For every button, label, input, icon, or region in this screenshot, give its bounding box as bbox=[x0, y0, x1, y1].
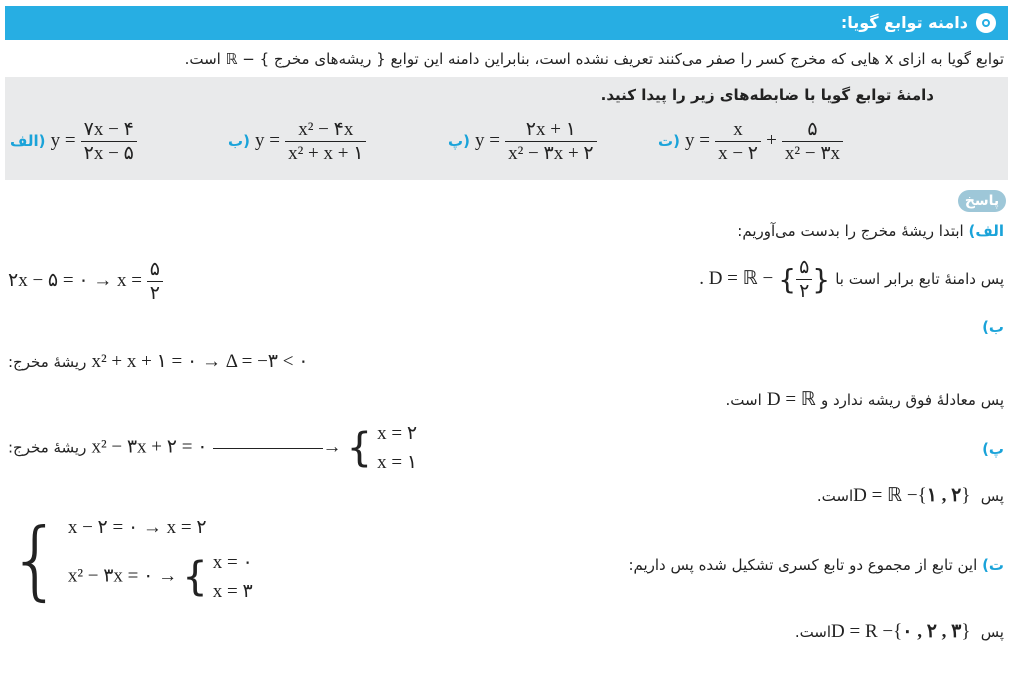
answer-a-equation bbox=[8, 258, 163, 305]
brace-open: { bbox=[8, 509, 63, 610]
intro-text: توابع گویا به ازای x هایی که مخرج کسر را صفر می‌کنند تعریف نشده است، بنابراین دامنه این توابع { ریشه‌های مخرج } − ℝ است. bbox=[184, 50, 1004, 68]
equation-2: x² − ۳x = ۰ → bbox=[67, 565, 178, 587]
answer-p-domain: پس D = ℝ −{۱ , ۲} است. bbox=[816, 485, 1004, 506]
equation: x² − ۳x + ۲ = ۰ bbox=[91, 436, 208, 458]
item-label: الف) bbox=[10, 132, 46, 150]
denominator: x − ۲ bbox=[718, 142, 759, 164]
fraction bbox=[715, 119, 761, 165]
domain-set: ۰ , ۲ , ۳ bbox=[902, 621, 962, 642]
root-2: x = ۳ bbox=[212, 581, 253, 602]
exercise-item-b bbox=[228, 118, 366, 165]
answer-p-equation bbox=[8, 422, 417, 474]
denominator: x² − ۳x bbox=[784, 143, 841, 164]
answer-b-conclusion bbox=[726, 388, 1004, 411]
denominator: ۲ bbox=[149, 283, 160, 304]
conclusion-post: است. bbox=[725, 391, 762, 409]
numerator: ۵ bbox=[796, 256, 812, 280]
answer-badge: پاسخ bbox=[958, 190, 1006, 212]
domain-pre: پس bbox=[980, 623, 1004, 641]
exercise-item-t bbox=[658, 118, 843, 165]
answer-t-intro bbox=[628, 556, 1004, 574]
domain-math: D = ℝ bbox=[766, 389, 816, 410]
domain-set: ۱ , ۲ bbox=[926, 485, 962, 506]
root-label: ریشهٔ مخرج: bbox=[8, 438, 87, 457]
equation-2-row bbox=[68, 551, 253, 603]
fraction bbox=[505, 118, 597, 165]
conclusion-text: پس معادلهٔ فوق ریشه ندارد و bbox=[820, 391, 1004, 409]
denominator: x² + x + ۱ bbox=[288, 143, 364, 164]
answer-t-domain: پس D = R −{۰ , ۲ , ۳} است. bbox=[794, 621, 1004, 642]
section-header bbox=[5, 6, 1008, 40]
domain-post: است. bbox=[816, 487, 854, 505]
domain-post: است. bbox=[794, 623, 832, 641]
fraction bbox=[147, 258, 163, 305]
answer-t-system bbox=[8, 509, 253, 610]
part-label-b: ب) bbox=[982, 318, 1004, 336]
answer-a-intro bbox=[737, 222, 1004, 240]
exercise-item-p bbox=[448, 118, 597, 165]
domain-math: . D = ℝ − bbox=[699, 268, 774, 289]
part-text: ابتدا ریشهٔ مخرج را بدست می‌آوریم: bbox=[737, 222, 964, 240]
fraction bbox=[285, 118, 366, 165]
item-lhs: y = bbox=[50, 130, 76, 151]
item-label: ت) bbox=[658, 132, 680, 150]
domain-pre: پس bbox=[980, 487, 1004, 505]
exercise-prompt: دامنهٔ توابع گویا با ضابطه‌های زیر را پیدا کنید. bbox=[600, 86, 934, 104]
equation: ۲x − ۵ = ۰ → x = bbox=[8, 269, 143, 291]
numerator: ۷x − ۴ bbox=[81, 118, 137, 142]
item-lhs: y = bbox=[475, 130, 500, 151]
root-label: ریشهٔ مخرج: bbox=[8, 353, 87, 371]
brace-open: { bbox=[778, 262, 797, 296]
part-label-p: پ) bbox=[982, 440, 1004, 458]
item-label: ب) bbox=[228, 132, 250, 150]
answer-b-equation bbox=[8, 350, 308, 373]
arrow-icon: → bbox=[322, 436, 342, 458]
numerator: ۲x + ۱ bbox=[505, 118, 597, 142]
domain-math: D = ℝ − bbox=[853, 485, 918, 506]
roots-system bbox=[213, 551, 253, 603]
domain-math: D = R − bbox=[831, 621, 894, 642]
item-lhs: y = bbox=[255, 130, 280, 151]
fraction bbox=[81, 118, 137, 165]
numerator: x bbox=[715, 119, 761, 142]
part-label: الف) bbox=[968, 222, 1004, 240]
numerator: x² − ۴x bbox=[285, 118, 366, 142]
domain-text: پس دامنهٔ تابع برابر است با bbox=[835, 270, 1004, 288]
item-label: پ) bbox=[448, 132, 470, 150]
numerator: ۵ bbox=[147, 258, 163, 282]
equation: x² + x + ۱ = ۰ → Δ = −۳ < ۰ bbox=[91, 351, 309, 372]
part-label: ت) bbox=[982, 556, 1004, 574]
brace-open: { bbox=[346, 425, 373, 471]
arrow-line bbox=[213, 448, 323, 449]
denominator: ۲x − ۵ bbox=[83, 143, 134, 164]
section-title: دامنه توابع گویا: bbox=[840, 13, 968, 32]
root-1: x = ۲ bbox=[377, 423, 418, 444]
fraction bbox=[796, 256, 812, 303]
answer-a-domain bbox=[699, 256, 1004, 303]
exercise-item-a bbox=[10, 118, 137, 165]
equations bbox=[68, 516, 253, 603]
part-text: این تابع از مجموع دو تابع کسری تشکیل شده پس داریم: bbox=[628, 556, 978, 574]
roots-system bbox=[377, 422, 417, 474]
root-1: x = ۰ bbox=[212, 552, 253, 573]
plus-sign: + bbox=[766, 130, 777, 151]
equation-1: x − ۲ = ۰ → x = ۲ bbox=[67, 517, 207, 538]
root-2: x = ۱ bbox=[377, 452, 418, 473]
denominator: x² − ۳x + ۲ bbox=[508, 143, 594, 164]
brace-open-inner: { bbox=[182, 554, 208, 600]
fraction bbox=[782, 118, 843, 165]
section-bullet-icon bbox=[976, 13, 996, 33]
brace-close: } bbox=[812, 262, 831, 296]
item-lhs: y = bbox=[685, 130, 710, 151]
numerator: ۵ bbox=[782, 118, 843, 142]
denominator: ۲ bbox=[799, 281, 810, 302]
